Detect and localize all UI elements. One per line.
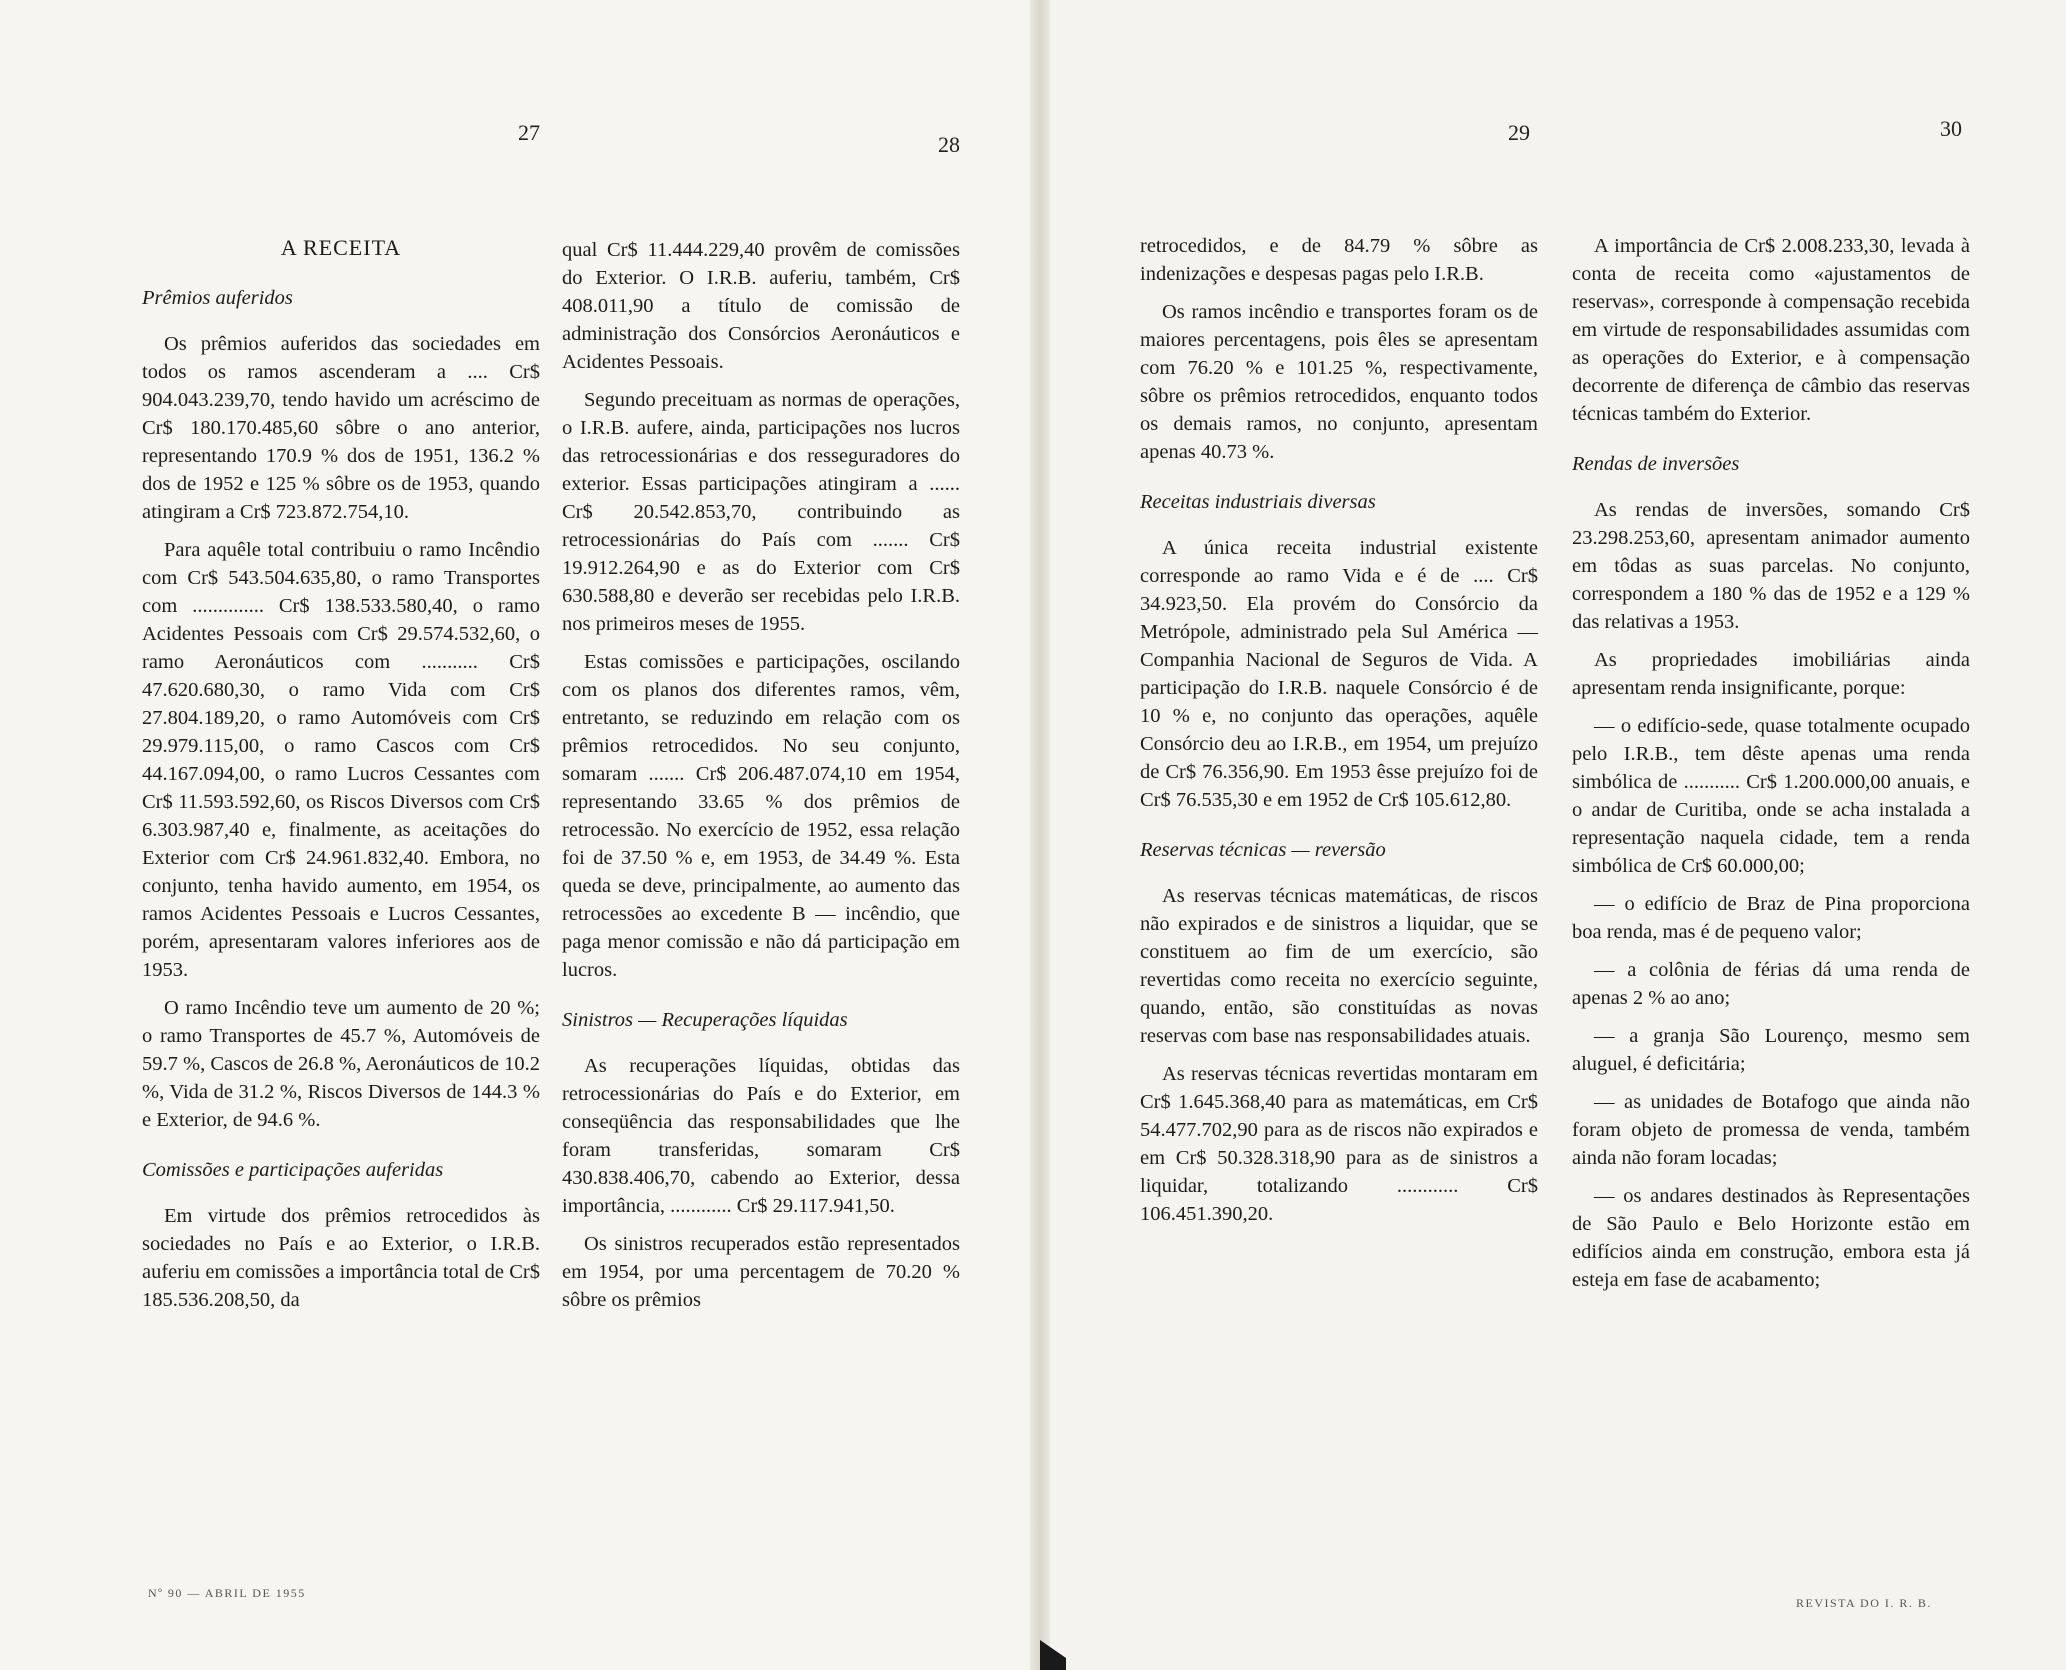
paragraph: As recuperações líquidas, obtidas das retrocessionárias do País e do Exterior, em conseqüência das responsabilidades que lhe foram transferidas, somaram Cr$ 430.838.406,70, cabendo ao Exterior, dessa importância, ............ Cr$ 29.117.941,50.: [562, 1055, 960, 1217]
paragraph: As propriedades imobiliárias ainda apresentam renda insignificante, porque:: [1572, 649, 1970, 699]
list-item: — a granja São Lourenço, mesmo sem aluguel, é deficitária;: [1572, 1025, 1970, 1075]
page-number-27: 27: [518, 120, 540, 145]
paragraph: qual Cr$ 11.444.229,40 provêm de comissões do Exterior. O I.R.B. auferiu, também, Cr$ 408.011,90 a título de comissão de administração dos Consórcios Aeronáuticos e Acidentes Pessoais.: [562, 239, 960, 373]
paragraph: Estas comissões e participações, oscilando com os planos dos diferentes ramos, vêm, entretanto, se reduzindo em relação com os prêmios retrocedidos. No seu conjunto, somaram ....... Cr$ 206.487.074,10 em 1954, representando 33.65 % dos prêmios de retrocessão. No exercício de 1952, essa relação foi de 37.50 % e, em 1953, de 34.49 %. Esta queda se deve, principalmente, ao aumento das retrocessões ao excedente B — incêndio, que paga menor comissão e não dá participação em lucros.: [562, 651, 960, 981]
column-page-28: [562, 236, 960, 1324]
column-page-30: [1572, 232, 1970, 1304]
paragraph: As rendas de inversões, somando Cr$ 23.298.253,60, apresentam animador aumento em tôdas as suas parcelas. No conjunto, correspondem a 180 % das de 1952 e a 129 % das relativas a 1953.: [1572, 499, 1970, 633]
column-page-27: [142, 218, 540, 1324]
subheading-receitas: Receitas industriais diversas: [1140, 491, 1376, 513]
footer-issue: Nº 90 — ABRIL DE 1955: [148, 1586, 306, 1600]
list-item: — as unidades de Botafogo que ainda não foram objeto de promessa de venda, também ainda não foram locadas;: [1572, 1091, 1970, 1169]
paragraph: Em virtude dos prêmios retrocedidos às sociedades no País e ao Exterior, o I.R.B. auferiu em comissões a importância total de Cr$ 185.536.208,50, da: [142, 1205, 540, 1311]
list-item: — os andares destinados às Representações de São Paulo e Belo Horizonte estão em edifícios ainda em construção, embora esta já esteja em fase de acabamento;: [1572, 1185, 1970, 1291]
page-number-28: 28: [938, 132, 960, 157]
paragraph: A única receita industrial existente corresponde ao ramo Vida e é de .... Cr$ 34.923,50. Ela provém do Consórcio da Metrópole, administrado pela Sul América — Companhia Nacional de Seguros de Vida. A participação do I.R.B. naquele Consórcio é de 10 % e, no conjunto das operações, aquêle Consórcio deu ao I.R.B., em 1954, um prejuízo de Cr$ 76.356,90. Em 1953 êsse prejuízo foi de Cr$ 76.535,30 e em 1952 de Cr$ 105.612,80.: [1140, 537, 1538, 811]
paragraph: Os prêmios auferidos das sociedades em todos os ramos ascenderam a .... Cr$ 904.043.239,70, tendo havido um acréscimo de Cr$ 180.170.485,60 sôbre o ano anterior, representando 170.9 % dos de 1951, 136.2 % dos de 1952 e 125 % sôbre os de 1953, quando atingiram a Cr$ 723.872.754,10.: [142, 333, 540, 523]
paragraph: O ramo Incêndio teve um aumento de 20 %; o ramo Transportes de 45.7 %, Automóveis de 59.7 %, Cascos de 26.8 %, Aeronáuticos de 10.2 %, Vida de 31.2 %, Riscos Diversos de 144.3 % e Exterior, de 94.6 %.: [142, 997, 540, 1131]
list-item: — o edifício-sede, quase totalmente ocupado pelo I.R.B., tem dêste apenas uma renda simbólica de ........... Cr$ 1.200.000,00 anuais, e o andar de Curitiba, onde se acha instalada a representação naquela cidade, tem a renda simbólica de Cr$ 60.000,00;: [1572, 715, 1970, 877]
footer-magazine: REVISTA DO I. R. B.: [1796, 1596, 1932, 1610]
book-gutter: [1030, 0, 1050, 1670]
subheading-comissoes: Comissões e participações auferidas: [142, 1159, 444, 1181]
paragraph: Segundo preceituam as normas de operações, o I.R.B. aufere, ainda, participações nos lucros das retrocessionárias e dos resseguradores do exterior. Essas participações atingiram a ...... Cr$ 20.542.853,70, contribuindo as retrocessionárias do País com ....... Cr$ 19.912.264,90 e as do Exterior com Cr$ 630.588,80 e deverão ser recebidas pelo I.R.B. nos primeiros meses de 1955.: [562, 389, 960, 635]
paragraph: Para aquêle total contribuiu o ramo Incêndio com Cr$ 543.504.635,80, o ramo Transportes com .............. Cr$ 138.533.580,40, o ramo Acidentes Pessoais com Cr$ 29.574.532,60, o ramo Aeronáuticos com ........... Cr$ 47.620.680,30, o ramo Vida com Cr$ 27.804.189,20, o ramo Automóveis com Cr$ 29.979.115,00, o ramo Cascos com Cr$ 44.167.094,00, o ramo Lucros Cessantes com Cr$ 11.593.592,60, os Riscos Diversos com Cr$ 6.303.987,40 e, finalmente, as aceitações do Exterior com Cr$ 24.961.832,40. Embora, no conjunto, tenha havido aumento, em 1954, os ramos Acidentes Pessoais e Lucros Cessantes, porém, apresentaram valores inferiores aos de 1953.: [142, 539, 540, 981]
paragraph: Os ramos incêndio e transportes foram os de maiores percentagens, pois êles se apresentam com 76.20 % e 101.25 %, respectivamente, sôbre os prêmios retrocedidos, enquanto todos os demais ramos, no conjunto, apresentam apenas 40.73 %.: [1140, 301, 1538, 463]
page-number-29: 29: [1508, 120, 1530, 145]
list-item: — a colônia de férias dá uma renda de apenas 2 % ao ano;: [1572, 959, 1970, 1009]
paragraph: A importância de Cr$ 2.008.233,30, levada à conta de receita como «ajustamentos de reservas», corresponde à compensação recebida em virtude de responsabilidades assumidas com as operações do Exterior, e à compensação decorrente de diferença de câmbio das reservas técnicas também do Exterior.: [1572, 235, 1970, 425]
paragraph: As reservas técnicas matemáticas, de riscos não expirados e de sinistros a liquidar, que se constituem ao fim de um exercício, são revertidas como receita no exercício seguinte, quando, então, são constituídas as novas reservas com base nas responsabilidades atuais.: [1140, 885, 1538, 1047]
paragraph: As reservas técnicas revertidas montaram em Cr$ 1.645.368,40 para as matemáticas, em Cr$ 54.477.702,90 para as de riscos não expirados e em Cr$ 50.328.318,90 para as de sinistros a liquidar, totalizando ............ Cr$ 106.451.390,20.: [1140, 1063, 1538, 1225]
paragraph: retrocedidos, e de 84.79 % sôbre as indenizações e despesas pagas pelo I.R.B.: [1140, 235, 1538, 285]
page-number-30: 30: [1940, 116, 1962, 141]
column-page-29: [1140, 232, 1538, 1238]
subheading-sinistros: Sinistros — Recuperações líquidas: [562, 1009, 848, 1031]
subheading-reservas: Reservas técnicas — reversão: [1140, 839, 1386, 861]
subheading-premios: Prêmios auferidos: [142, 287, 293, 309]
paragraph: Os sinistros recuperados estão representados em 1954, por uma percentagem de 70.20 % sôbre os prêmios: [562, 1233, 960, 1311]
subheading-rendas: Rendas de inversões: [1572, 453, 1740, 475]
section-heading-receita: A RECEITA: [280, 235, 402, 260]
list-item: — o edifício de Braz de Pina proporciona boa renda, mas é de pequeno valor;: [1572, 893, 1970, 943]
